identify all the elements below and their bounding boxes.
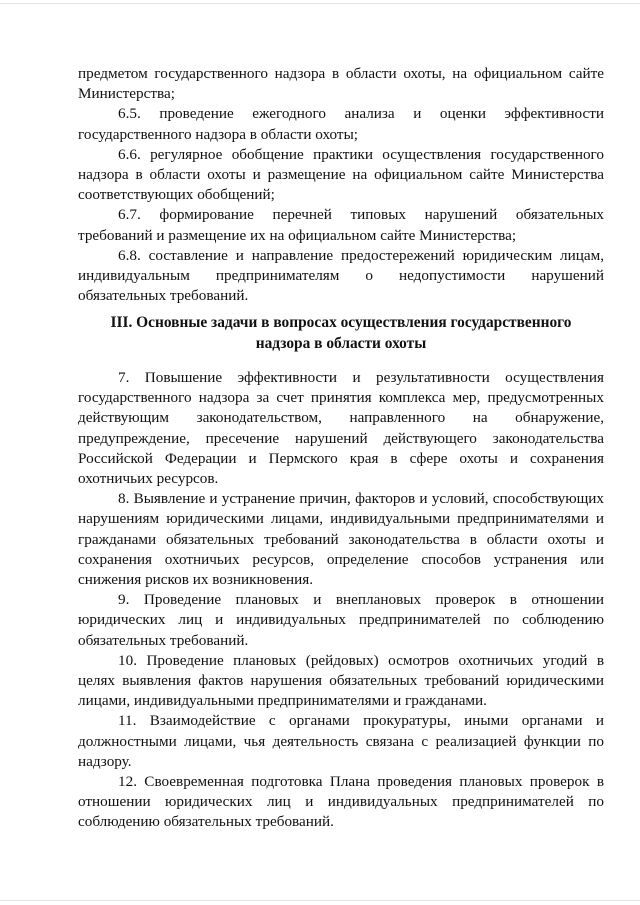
- scan-edge-bottom: [0, 900, 640, 901]
- paragraph-12: 12. Своевременная подготовка Плана проведения плановых проверок в отношении юридических лиц и индивидуальных предпринимателей по соблюдению обязательных требований.: [78, 773, 604, 831]
- paragraph-6-4-tail: предметом государственного надзора в области охоты, на официальном сайте Министерства;: [78, 65, 604, 103]
- paragraph-10: 10. Проведение плановых (рейдовых) осмотров охотничьих угодий в целях выявления фактов нарушения обязательных требований юридическими лицами, индивидуальными предпринимателями и гражданами.: [78, 651, 604, 710]
- section-heading-line-1: III. Основные задачи в вопросах осуществления государственного: [110, 314, 572, 331]
- scan-edge-top: [0, 3, 640, 4]
- paragraph-11: 11. Взаимодействие с органами прокуратуры, иными органами и должностными лицами, чья деятельность связана с реализацией функции по надзору.: [78, 712, 604, 770]
- paragraph-9: 9. Проведение плановых и внеплановых проверок в отношении юридических лиц и индивидуальных предпринимателей по соблюдению обязательных требований.: [78, 591, 604, 649]
- section-heading: [78, 312, 604, 354]
- top-items-block: [78, 64, 604, 306]
- section-heading-line-2: надзора в области охоты: [255, 335, 427, 352]
- paragraph-7: 7. Повышение эффективности и результативности осуществления государственного надзора за счет принятия комплекса мер, предусмотренных действующим законодательством, направленного на обнаружение, предупреждение, пресечение нарушений действующего законодательства Российской Федерации и Пермского края в сфере охоты и сохранения охотничьих ресурсов.: [78, 369, 604, 488]
- paragraph-6-6: 6.6. регулярное обобщение практики осуществления государственного надзора в области охоты и размещение на официальном сайте Министерства соответствующих обобщений;: [78, 145, 604, 204]
- section-items-block: [78, 368, 604, 833]
- paragraph-6-7: 6.7. формирование перечней типовых нарушений обязательных требований и размещение их на официальном сайте Министерства;: [78, 206, 604, 244]
- paragraph-6-8: 6.8. составление и направление предостережений юридическим лицам, индивидуальным предпринимателям о недопустимости нарушений обязательных требований.: [78, 246, 604, 305]
- paragraph-6-5: 6.5. проведение ежегодного анализа и оценки эффективности государственного надзора в области охоты;: [78, 105, 604, 143]
- paragraph-8: 8. Выявление и устранение причин, факторов и условий, способствующих нарушениям юридическими лицами, индивидуальными предпринимателями и гражданами обязательных требований законодательства в области охоты и сохранения охотничьих ресурсов, определение способов устранения или снижения рисков их возникновения.: [78, 490, 604, 589]
